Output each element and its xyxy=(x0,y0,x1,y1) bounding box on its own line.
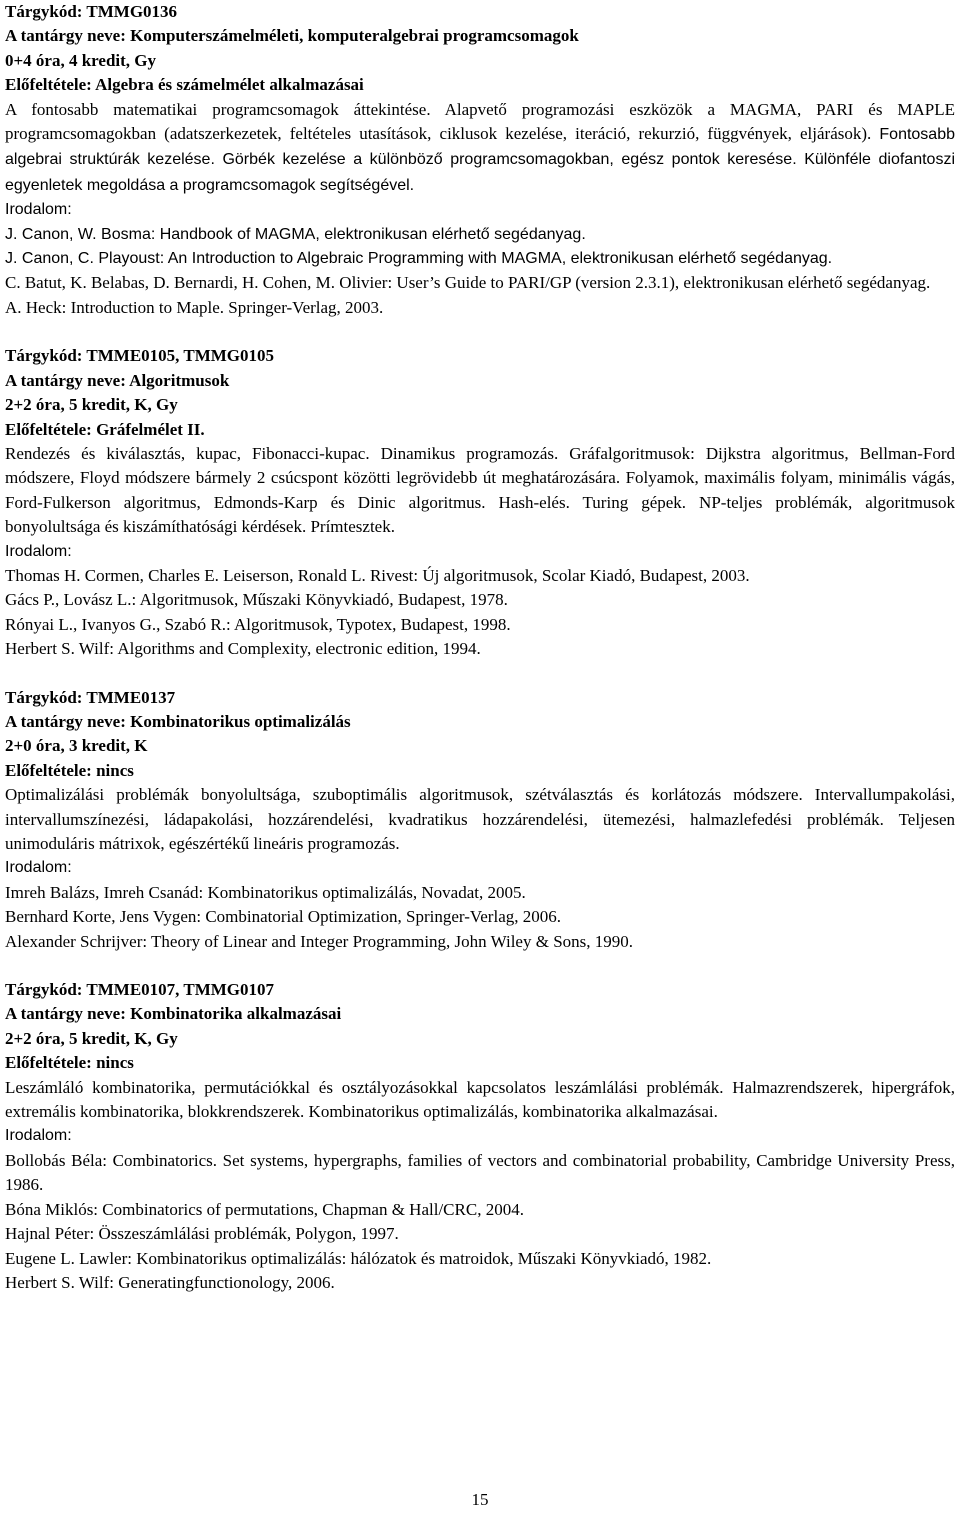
literature-heading: Irodalom: xyxy=(5,542,72,560)
reference-item: Bernhard Korte, Jens Vygen: Combinatorial Optimization, Springer-Verlag, 2006. xyxy=(5,907,561,927)
description-part: Alapvető programozási eszközök a MAGMA, PARI és MAPLE programcsomagokban (adatszerkezetek, feltételes utasítások, ciklusok kezelése, iteráció, rekurzió, függvények, eljárások). xyxy=(5,99,955,144)
reference-item: Bollobás Béla: Combinatorics. Set systems, hypergraphs, families of vectors and combinatorial probability, Cambridge University Press, 1986. xyxy=(5,1150,955,1195)
course-hours: 2+2 óra, 5 kredit, K, Gy xyxy=(5,1028,178,1048)
course-hours: 2+2 óra, 5 kredit, K, Gy xyxy=(5,395,178,415)
literature-heading: Irodalom: xyxy=(5,201,72,219)
page-number: 15 xyxy=(471,1490,489,1509)
course-hours: 0+4 óra, 4 kredit, Gy xyxy=(5,50,157,70)
course-code: Tárgykód: TMME0105, TMMG0105 xyxy=(5,346,275,366)
reference-item: Rónyai L., Ivanyos G., Szabó R.: Algoritmusok, Typotex, Budapest, 1998. xyxy=(5,614,511,634)
literature-heading: Irodalom: xyxy=(5,859,72,877)
course-hours: 2+0 óra, 3 kredit, K xyxy=(5,736,148,756)
course-tmme0107 xyxy=(5,978,955,1295)
description-part: Fontosabb algebrai struktúrák kezelése. Görbék kezelése a különböző programcsomagokban, egész pontok keresése. Különféle diofantoszi egyenletek megoldása a programcsomagok segítségével. xyxy=(5,126,955,194)
reference-item: Alexander Schrijver: Theory of Linear and Integer Programming, John Wiley & Sons, 1990. xyxy=(5,931,634,951)
course-prerequisite: Előfeltétele: Algebra és számelmélet alkalmazásai xyxy=(5,75,364,95)
reference-item: C. Batut, K. Belabas, D. Bernardi, H. Cohen, M. Olivier: User’s Guide to PARI/GP (version 2.3.1), elektronikusan elérhető segédanyag. xyxy=(5,273,931,293)
course-code: Tárgykód: TMME0107, TMMG0107 xyxy=(5,980,275,1000)
literature-heading: Irodalom: xyxy=(5,1127,72,1145)
reference-item: A. Heck: Introduction to Maple. Springer-Verlag, 2003. xyxy=(5,297,384,317)
course-prerequisite: Előfeltétele: nincs xyxy=(5,1053,134,1073)
course-prerequisite: Előfeltétele: Gráfelmélet II. xyxy=(5,419,205,439)
reference-item: J. Canon, C. Playoust: An Introduction to Algebraic Programming with MAGMA, elektronikusan elérhető segédanyag. xyxy=(5,250,833,268)
course-description: Rendezés és kiválasztás, kupac, Fibonacci-kupac. Dinamikus programozás. Gráfalgoritmusok: Dijkstra algoritmus, Bellman-Ford módszere, Floyd módszere bármely 2 csúcspont közötti legrövidebb út meghatározására. Folyamok, maximális folyam, minimális vágás, Ford-Fulkerson algoritmus, Edmonds-Karp és Dinic algoritmus. Hash-elés. Turing gépek. NP-teljes problémák, algoritmusok bonyolultsága és kiszámíthatósági kérdések. Prímtesztek. xyxy=(5,443,955,537)
reference-item: Herbert S. Wilf: Algorithms and Complexity, electronic edition, 1994. xyxy=(5,639,481,659)
reference-item: Herbert S. Wilf: Generatingfunctionology, 2006. xyxy=(5,1272,335,1292)
reference-item: Hajnal Péter: Összeszámlálási problémák, Polygon, 1997. xyxy=(5,1224,399,1244)
course-tmme0105 xyxy=(5,344,955,661)
course-name: A tantárgy neve: Kombinatorika alkalmazásai xyxy=(5,1004,342,1024)
course-tmmg0136 xyxy=(5,0,955,320)
course-code: Tárgykód: TMMG0136 xyxy=(5,2,178,21)
reference-item: J. Canon, W. Bosma: Handbook of MAGMA, elektronikusan elérhető segédanyag. xyxy=(5,225,586,243)
course-description: Optimalizálási problémák bonyolultsága, szuboptimális algoritmusok, szétválasztás és korlátozás módszere. Intervallumpakolási, intervallumszínezési, ládapakolási, hozzárendelési, kvadratikus hozzárendelési, ütemezési, halmazlefedési problémák. Teljesen unimoduláris mátrixok, egészértékű lineáris programozás. xyxy=(5,785,955,853)
course-prerequisite: Előfeltétele: nincs xyxy=(5,760,134,780)
course-name: A tantárgy neve: Algoritmusok xyxy=(5,370,230,390)
reference-item: Eugene L. Lawler: Kombinatorikus optimalizálás: hálózatok és matroidok, Műszaki Könyvkiadó, 1982. xyxy=(5,1248,712,1268)
reference-item: Bóna Miklós: Combinatorics of permutations, Chapman & Hall/CRC, 2004. xyxy=(5,1199,524,1219)
reference-item: Gács P., Lovász L.: Algoritmusok, Műszaki Könyvkiadó, Budapest, 1978. xyxy=(5,590,508,610)
course-name: A tantárgy neve: Kombinatorikus optimalizálás xyxy=(5,711,351,731)
description-part: A fontosabb matematikai programcsomagok áttekintése. xyxy=(5,99,445,119)
document-page xyxy=(5,0,955,1295)
course-description: Leszámláló kombinatorika, permutációkkal és osztályozásokkal kapcsolatos leszámlálási problémák. Halmazrendszerek, hipergráfok, extremális kombinatorika, blokkrendszerek. Kombinatorikus optimalizálás, kombinatorika alkalmazásai. xyxy=(5,1077,955,1122)
reference-item: Imreh Balázs, Imreh Csanád: Kombinatorikus optimalizálás, Novadat, 2005. xyxy=(5,882,526,902)
course-tmme0137 xyxy=(5,686,955,954)
course-description xyxy=(5,98,955,199)
reference-item: Thomas H. Cormen, Charles E. Leiserson, Ronald L. Rivest: Új algoritmusok, Scolar Kiadó, Budapest, 2003. xyxy=(5,565,750,585)
course-code: Tárgykód: TMME0137 xyxy=(5,687,176,707)
course-name: A tantárgy neve: Komputerszámelméleti, komputeralgebrai programcsomagok xyxy=(5,26,579,46)
